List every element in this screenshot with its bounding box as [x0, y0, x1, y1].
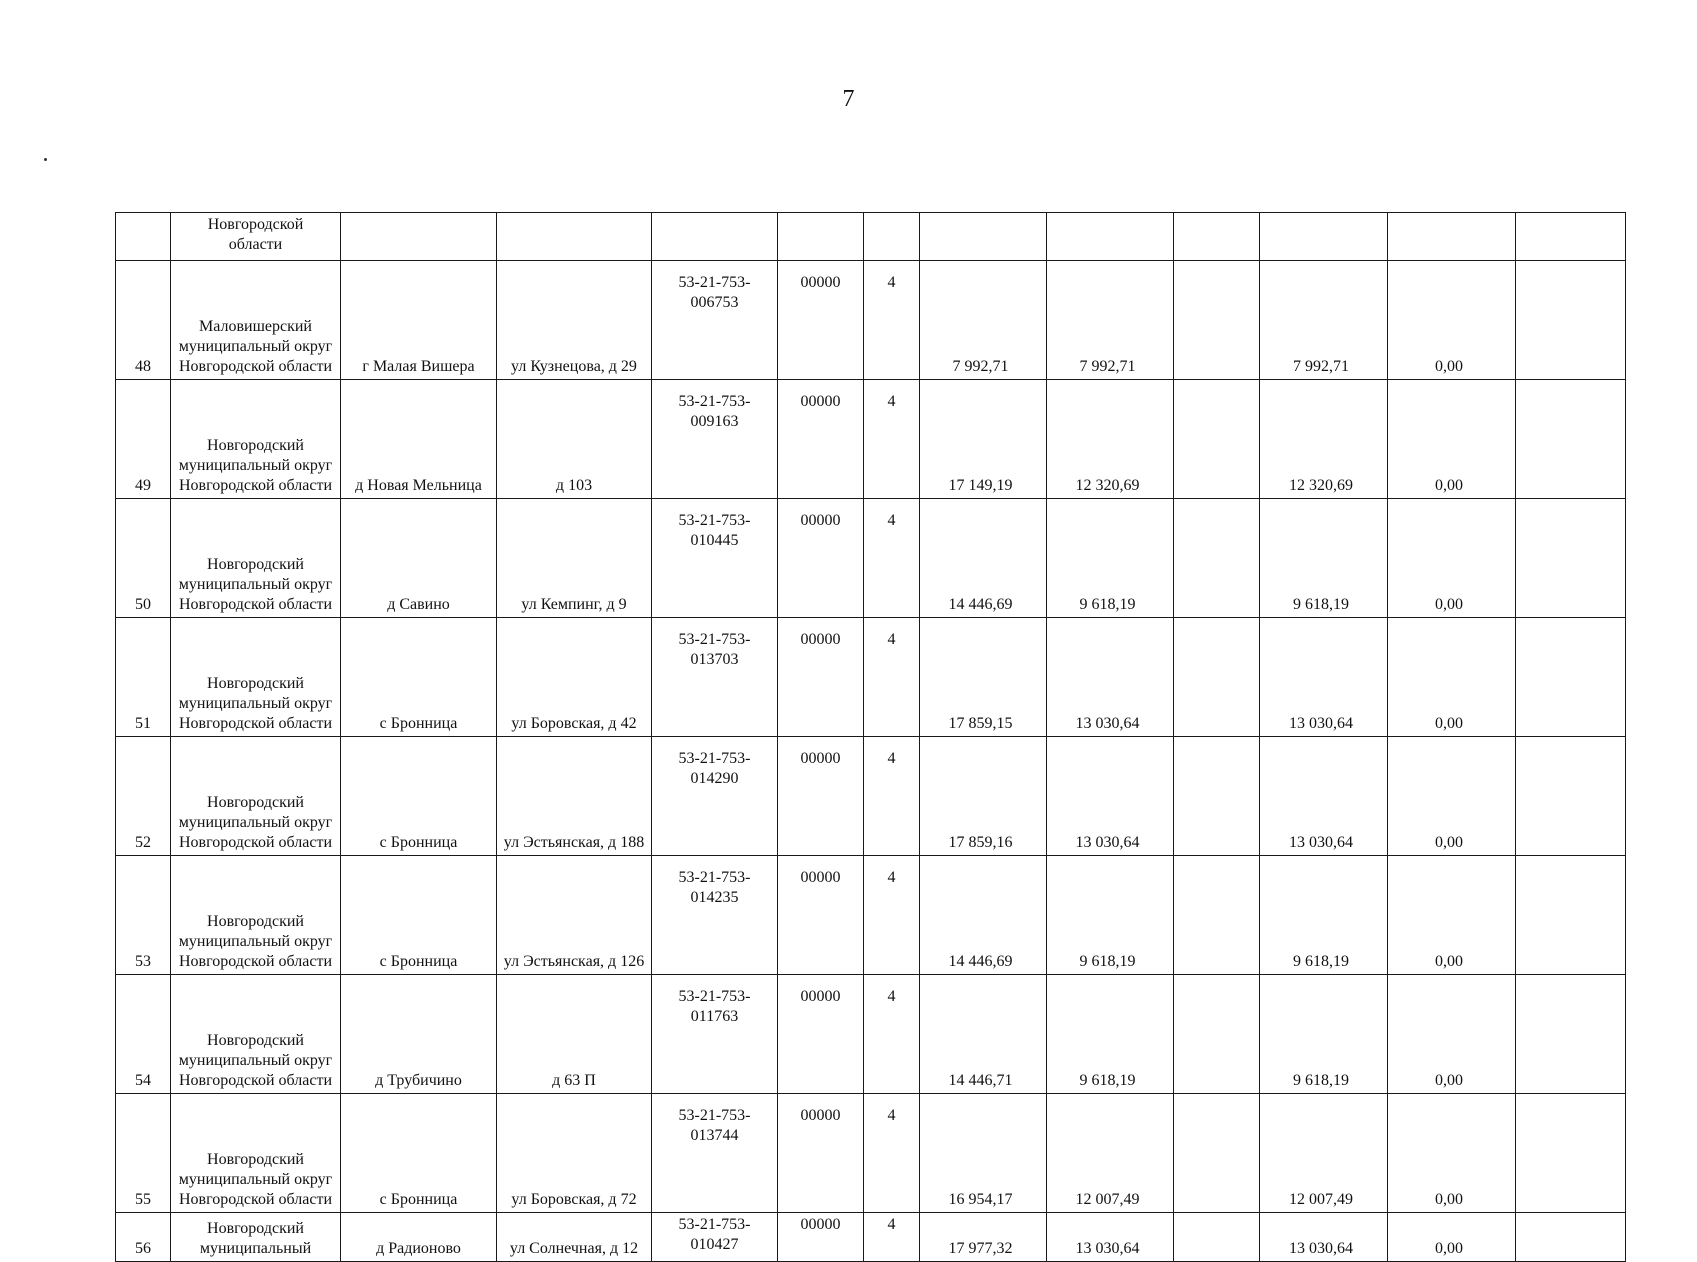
table-row	[116, 618, 1626, 737]
cell-value-3	[1174, 499, 1260, 618]
cell-district: Новгородский муниципальный округ Новгородской области	[171, 737, 341, 856]
cell-index	[116, 213, 171, 261]
cell-code: 53-21-753-010427	[652, 1213, 778, 1262]
cell-index: 54	[116, 975, 171, 1094]
cell-value-1: 17 977,32	[920, 1213, 1047, 1262]
cell-code: 53-21-753-010445	[652, 499, 778, 618]
cell-value-5: 0,00	[1388, 499, 1516, 618]
cell-code	[652, 213, 778, 261]
cell-district: Маловишерский муниципальный округ Новгородской области	[171, 261, 341, 380]
cell-address: ул Солнечная, д 12	[497, 1213, 652, 1262]
cell-value-1: 17 149,19	[920, 380, 1047, 499]
cell-code2: 00000	[778, 618, 864, 737]
cell-code2: 00000	[778, 261, 864, 380]
cell-value-2: 9 618,19	[1047, 856, 1174, 975]
cell-value-5: 0,00	[1388, 1094, 1516, 1213]
cell-value-5: 0,00	[1388, 737, 1516, 856]
cell-value-2: 13 030,64	[1047, 737, 1174, 856]
cell-index: 56	[116, 1213, 171, 1262]
data-table	[115, 212, 1626, 1262]
cell-index: 48	[116, 261, 171, 380]
cell-code: 53-21-753-006753	[652, 261, 778, 380]
cell-locality: д Новая Мельница	[341, 380, 497, 499]
cell-value-3	[1174, 618, 1260, 737]
cell-value-3	[1174, 380, 1260, 499]
cell-value-6	[1516, 618, 1626, 737]
cell-district: Новгородский муниципальный округ Новгородской области	[171, 856, 341, 975]
cell-value-6	[1516, 1213, 1626, 1262]
cell-category: 4	[864, 261, 920, 380]
cell-category: 4	[864, 618, 920, 737]
cell-district: Новгородский муниципальный	[171, 1213, 341, 1262]
cell-value-2: 13 030,64	[1047, 618, 1174, 737]
cell-index: 52	[116, 737, 171, 856]
cell-address: д 103	[497, 380, 652, 499]
cell-value-6	[1516, 1094, 1626, 1213]
cell-value-3	[1174, 261, 1260, 380]
cell-value-4: 12 007,49	[1260, 1094, 1388, 1213]
cell-category: 4	[864, 1094, 920, 1213]
cell-category: 4	[864, 380, 920, 499]
cell-index: 49	[116, 380, 171, 499]
cell-value-2: 12 320,69	[1047, 380, 1174, 499]
cell-code2: 00000	[778, 499, 864, 618]
cell-district: Новгородский муниципальный округ Новгородской области	[171, 1094, 341, 1213]
cell-locality: д Радионово	[341, 1213, 497, 1262]
cell-value-1: 14 446,69	[920, 499, 1047, 618]
cell-value-1: 14 446,69	[920, 856, 1047, 975]
cell-value-3	[1174, 737, 1260, 856]
cell-code: 53-21-753-014290	[652, 737, 778, 856]
cell-code2: 00000	[778, 380, 864, 499]
cell-district: Новгородский муниципальный округ Новгородской области	[171, 380, 341, 499]
cell-locality: с Бронница	[341, 1094, 497, 1213]
cell-code: 53-21-753-014235	[652, 856, 778, 975]
cell-value-5: 0,00	[1388, 380, 1516, 499]
cell-value-4: 7 992,71	[1260, 261, 1388, 380]
cell-value-1: 16 954,17	[920, 1094, 1047, 1213]
cell-value-4: 13 030,64	[1260, 1213, 1388, 1262]
cell-value-5: 0,00	[1388, 1213, 1516, 1262]
cell-value-6	[1516, 856, 1626, 975]
cell-value-1: 14 446,71	[920, 975, 1047, 1094]
cell-category: 4	[864, 1213, 920, 1262]
cell-locality: д Трубичино	[341, 975, 497, 1094]
cell-value-4: 13 030,64	[1260, 737, 1388, 856]
cell-district: Новгородский муниципальный округ Новгородской области	[171, 499, 341, 618]
cell-value-4: 9 618,19	[1260, 856, 1388, 975]
cell-code: 53-21-753-011763	[652, 975, 778, 1094]
cell-address: ул Кемпинг, д 9	[497, 499, 652, 618]
cell-code2: 00000	[778, 1094, 864, 1213]
cell-index: 53	[116, 856, 171, 975]
cell-value-5: 0,00	[1388, 261, 1516, 380]
table-row	[116, 499, 1626, 618]
cell-value-4: 12 320,69	[1260, 380, 1388, 499]
cell-value-1: 17 859,15	[920, 618, 1047, 737]
cell-value-6	[1516, 213, 1626, 261]
cell-value-3	[1174, 213, 1260, 261]
cell-value-1: 17 859,16	[920, 737, 1047, 856]
cell-category: 4	[864, 975, 920, 1094]
cell-value-6	[1516, 380, 1626, 499]
table-row	[116, 737, 1626, 856]
table-row	[116, 261, 1626, 380]
cell-category: 4	[864, 856, 920, 975]
cell-index: 55	[116, 1094, 171, 1213]
cell-value-2: 9 618,19	[1047, 975, 1174, 1094]
cell-address: ул Боровская, д 72	[497, 1094, 652, 1213]
scan-speck	[44, 158, 47, 161]
cell-locality: д Савино	[341, 499, 497, 618]
cell-value-6	[1516, 261, 1626, 380]
cell-value-2: 7 992,71	[1047, 261, 1174, 380]
cell-locality: с Бронница	[341, 856, 497, 975]
cell-value-3	[1174, 975, 1260, 1094]
cell-address: ул Эстьянская, д 126	[497, 856, 652, 975]
cell-value-1: 7 992,71	[920, 261, 1047, 380]
cell-value-6	[1516, 737, 1626, 856]
cell-value-5: 0,00	[1388, 856, 1516, 975]
cell-value-5: 0,00	[1388, 975, 1516, 1094]
cell-value-6	[1516, 975, 1626, 1094]
cell-category: 4	[864, 737, 920, 856]
table-row	[116, 1094, 1626, 1213]
cell-locality	[341, 213, 497, 261]
cell-index: 51	[116, 618, 171, 737]
cell-value-4	[1260, 213, 1388, 261]
cell-value-4: 13 030,64	[1260, 618, 1388, 737]
cell-category: 4	[864, 499, 920, 618]
cell-district: Новгородский муниципальный округ Новгородской области	[171, 618, 341, 737]
cell-code: 53-21-753-013703	[652, 618, 778, 737]
cell-value-4: 9 618,19	[1260, 499, 1388, 618]
cell-code2: 00000	[778, 856, 864, 975]
cell-value-3	[1174, 856, 1260, 975]
cell-district: Новгородской области	[171, 213, 341, 261]
table-row	[116, 975, 1626, 1094]
cell-value-1	[920, 213, 1047, 261]
cell-value-4: 9 618,19	[1260, 975, 1388, 1094]
cell-address	[497, 213, 652, 261]
cell-index: 50	[116, 499, 171, 618]
cell-value-3	[1174, 1094, 1260, 1213]
table-row	[116, 380, 1626, 499]
cell-address: ул Эстьянская, д 188	[497, 737, 652, 856]
cell-code2: 00000	[778, 737, 864, 856]
cell-district: Новгородский муниципальный округ Новгородской области	[171, 975, 341, 1094]
cell-locality: г Малая Вишера	[341, 261, 497, 380]
table-row	[116, 856, 1626, 975]
cell-value-2: 9 618,19	[1047, 499, 1174, 618]
table-row	[116, 1213, 1626, 1262]
cell-code2: 00000	[778, 975, 864, 1094]
cell-value-6	[1516, 499, 1626, 618]
cell-locality: с Бронница	[341, 618, 497, 737]
cell-code2	[778, 213, 864, 261]
cell-value-5	[1388, 213, 1516, 261]
cell-value-3	[1174, 1213, 1260, 1262]
cell-code: 53-21-753-013744	[652, 1094, 778, 1213]
cell-value-2: 13 030,64	[1047, 1213, 1174, 1262]
cell-value-2	[1047, 213, 1174, 261]
page-number: 7	[842, 86, 855, 112]
cell-address: ул Боровская, д 42	[497, 618, 652, 737]
cell-category	[864, 213, 920, 261]
cell-code: 53-21-753-009163	[652, 380, 778, 499]
cell-locality: с Бронница	[341, 737, 497, 856]
cell-value-5: 0,00	[1388, 618, 1516, 737]
table-row-continuation	[116, 213, 1626, 261]
cell-value-2: 12 007,49	[1047, 1094, 1174, 1213]
cell-address: д 63 П	[497, 975, 652, 1094]
cell-code2: 00000	[778, 1213, 864, 1262]
cell-address: ул Кузнецова, д 29	[497, 261, 652, 380]
